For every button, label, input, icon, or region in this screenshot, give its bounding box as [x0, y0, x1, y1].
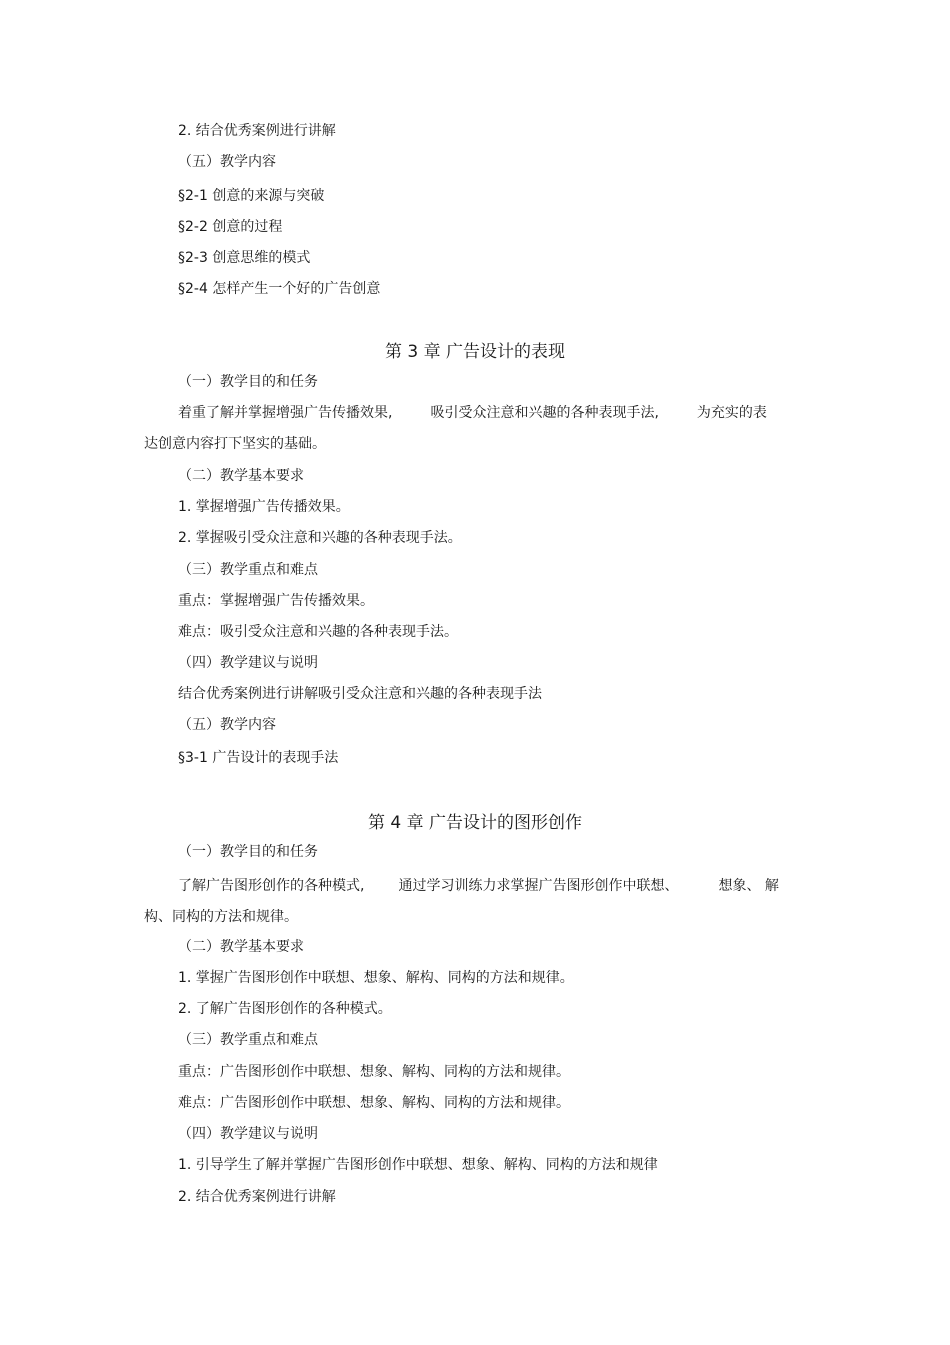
ch3-goal-part-c: 为充实的表	[696, 405, 767, 421]
ch4-goal-part-b: 通过学习训练力求掌握广告图形创作中联想、	[398, 878, 679, 894]
ch3-goal-part-a: 着重了解并掌握增强广告传播效果,	[178, 405, 393, 421]
ch3-content-item-1: §3-1 广告设计的表现手法	[178, 750, 339, 766]
ch4-advice-item-2: 2. 结合优秀案例进行讲解	[178, 1189, 336, 1205]
ch3-section-content-heading: （五）教学内容	[178, 717, 276, 733]
ch4-key-point: 重点：广告图形创作中联想、想象、解构、同构的方法和规律。	[178, 1064, 570, 1080]
ch4-section-key-points-heading: （三）教学重点和难点	[178, 1032, 318, 1048]
ch3-section-advice-heading: （四）教学建议与说明	[178, 655, 318, 671]
ch4-advice-item-1: 1. 引导学生了解并掌握广告图形创作中联想、想象、解构、同构的方法和规律	[178, 1157, 658, 1173]
ch4-requirement-1: 1. 掌握广告图形创作中联想、想象、解构、同构的方法和规律。	[178, 970, 574, 986]
ch4-difficult-point: 难点：广告图形创作中联想、想象、解构、同构的方法和规律。	[178, 1095, 570, 1111]
ch4-goal-paragraph-line-2: 构、同构的方法和规律。	[144, 909, 298, 925]
ch4-goal-part-a: 了解广告图形创作的各种模式,	[178, 878, 365, 894]
ch3-section-key-points-heading: （三）教学重点和难点	[178, 562, 318, 578]
ch3-section-requirements-heading: （二）教学基本要求	[178, 468, 304, 484]
ch2-content-item-4: §2-4 怎样产生一个好的广告创意	[178, 281, 381, 297]
ch4-goal-paragraph-line-1	[178, 877, 779, 895]
ch2-content-item-3: §2-3 创意思维的模式	[178, 250, 311, 266]
ch2-section-content-heading: （五）教学内容	[178, 154, 276, 170]
ch2-advice-item-2: 2. 结合优秀案例进行讲解	[178, 123, 336, 139]
ch3-goal-paragraph-line-2: 达创意内容打下坚实的基础。	[144, 436, 326, 452]
ch4-title: 第 4 章 广告设计的图形创作	[367, 813, 583, 833]
ch3-key-point: 重点：掌握增强广告传播效果。	[178, 593, 374, 609]
ch3-advice-text: 结合优秀案例进行讲解吸引受众注意和兴趣的各种表现手法	[178, 686, 542, 702]
ch2-content-item-2: §2-2 创意的过程	[178, 219, 283, 235]
ch3-section-goal-heading: （一）教学目的和任务	[178, 374, 318, 390]
ch4-goal-part-c: 想象、 解	[718, 878, 779, 894]
ch3-goal-part-b: 吸引受众注意和兴趣的各种表现手法,	[430, 405, 659, 421]
ch3-difficult-point: 难点：吸引受众注意和兴趣的各种表现手法。	[178, 624, 458, 640]
ch4-section-requirements-heading: （二）教学基本要求	[178, 939, 304, 955]
ch2-content-item-1: §2-1 创意的来源与突破	[178, 188, 325, 204]
ch3-goal-paragraph-line-1	[178, 404, 767, 422]
ch4-section-advice-heading: （四）教学建议与说明	[178, 1126, 318, 1142]
ch4-section-goal-heading: （一）教学目的和任务	[178, 844, 318, 860]
ch4-requirement-2: 2. 了解广告图形创作的各种模式。	[178, 1001, 392, 1017]
ch3-requirement-2: 2. 掌握吸引受众注意和兴趣的各种表现手法。	[178, 530, 462, 546]
ch3-title: 第 3 章 广告设计的表现	[384, 342, 566, 362]
ch3-requirement-1: 1. 掌握增强广告传播效果。	[178, 499, 350, 515]
